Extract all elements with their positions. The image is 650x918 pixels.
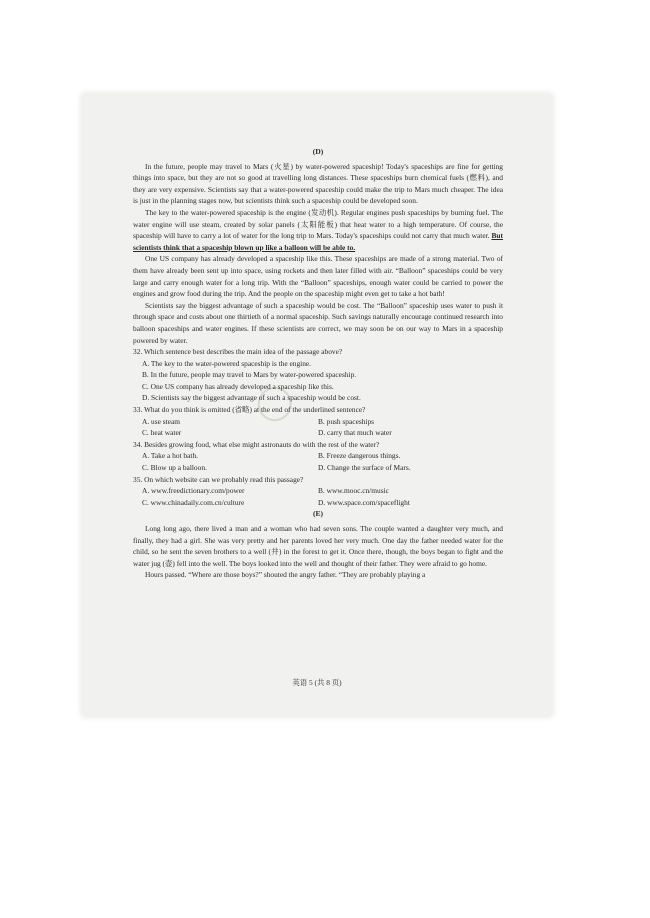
- option-a: A. Take a hot bath.: [142, 451, 198, 461]
- section-e-paragraph-1: Long long ago, there lived a man and a woman who had seven sons. The couple wanted a daughter very much, and finally, they had a girl. She was very pretty and her parents loved her very much. One day the father needed water for the child, so he sent the seven brothers to a well (井) in the forest to get it. Once there, though, the boys began to fight and the water jug (壶) fell into the well. The boys looked into the well and thought of their father. They were afraid to go home.: [133, 524, 503, 568]
- exam-page: [83, 95, 551, 715]
- section-d-paragraph-3: One US company has already developed a spaceship like this. These spaceships are made of a strong material. Two of them have already been sent up into space, using rockets and then later filled with air. “Balloon” spaceships could be very large and carry enough water for a long trip. With the “Balloon” spaceships, enough water could be carried to power the engines and grow food during the trip. And the people on the spaceship might even get to take a hot bath!: [133, 254, 503, 299]
- question-35-options-row-2: [133, 497, 503, 509]
- option-d: D. www.space.com/spaceflight: [318, 497, 410, 507]
- question-33-options-row-1: [133, 416, 503, 428]
- option-d: D. Scientists say the biggest advantage of such a spaceship would be cost.: [142, 393, 361, 403]
- section-d-paragraph-4: Scientists say the biggest advantage of such a spaceship would be cost. The “Balloon” spaceship uses water to push it through space and costs about one thirtieth of a normal spaceship. Such savings naturally encourage continued research into balloon spaceships and water engines. If these scientists are correct, we may soon be on our way to Mars in a spaceship powered by water.: [133, 300, 503, 345]
- question-33-options-row-2: [133, 427, 503, 439]
- paragraph-2-text: The key to the water-powered spaceship is the engine (发动机). Regular engines push spaceships by burning fuel. The water engine will use steam, created by solar panels (太阳能板) that heat water to a high temperature. Of course, the spaceship will have to carry a lot of water for the long trip to Mars. Today's spaceships could not carry that much water.: [133, 207, 503, 241]
- question-33: 33. What do you think is omitted (省略) at the end of the underlined sentence?: [133, 405, 366, 415]
- option-a: A. www.freedictionary.com/power: [142, 486, 245, 496]
- section-d-title: (D): [312, 147, 324, 156]
- option-b: B. push spaceships: [318, 416, 375, 426]
- section-d-paragraph-2: [133, 207, 503, 253]
- option-a: A. use steam: [142, 416, 180, 426]
- option-c: C. heat water: [142, 428, 182, 438]
- question-34: 34. Besides growing food, what else might astronauts do with the rest of the water?: [133, 439, 380, 449]
- section-e-title: (E): [312, 509, 324, 519]
- option-c: C. Blow up a balloon.: [142, 463, 207, 473]
- option-a: A. The key to the water-powered spaceship is the engine.: [142, 358, 312, 368]
- question-32: 32. Which sentence best describes the main idea of the passage above?: [133, 347, 343, 357]
- question-34-options-row-1: [133, 450, 503, 462]
- question-35: 35. On which website can we probably read this passage?: [133, 474, 304, 484]
- option-c: C. www.chinadaily.com.cn/culture: [142, 497, 245, 507]
- underlined-sentence: But scientists think that a spaceship blown up like a balloon will be able to.: [133, 231, 503, 252]
- page-footer: 英语 5 (共 8 页): [292, 678, 342, 687]
- section-d-paragraph-1: In the future, people may travel to Mars (火星) by water-powered spaceship! Today's spaceships are fine for getting things into space, but they are not so good at travelling long distances. These spaceships burn chemical fuels (燃料), and they are very expensive. Scientists say that a water-powered spaceship could make the trip to Mars much cheaper. The idea is just in the planning stages now, but scientists think such a spaceship could be developed soon.: [133, 161, 503, 206]
- option-c: C. One US company has already developed a spaceship like this.: [142, 381, 334, 391]
- option-b: B. www.mooc.cn/music: [318, 486, 389, 496]
- option-d: D. carry that much water: [318, 428, 392, 438]
- section-e-paragraph-2: Hours passed. “Where are those boys?” shouted the angry father. “They are probably playing a: [145, 570, 426, 580]
- page-content: [133, 146, 503, 581]
- option-b: B. Freeze dangerous things.: [318, 451, 401, 461]
- option-d: D. Change the surface of Mars.: [318, 463, 411, 473]
- question-32-options: [133, 358, 503, 404]
- question-34-options-row-2: [133, 462, 503, 474]
- question-35-options-row-1: [133, 485, 503, 497]
- option-b: B. In the future, people may travel to Mars by water-powered spaceship.: [142, 370, 357, 380]
